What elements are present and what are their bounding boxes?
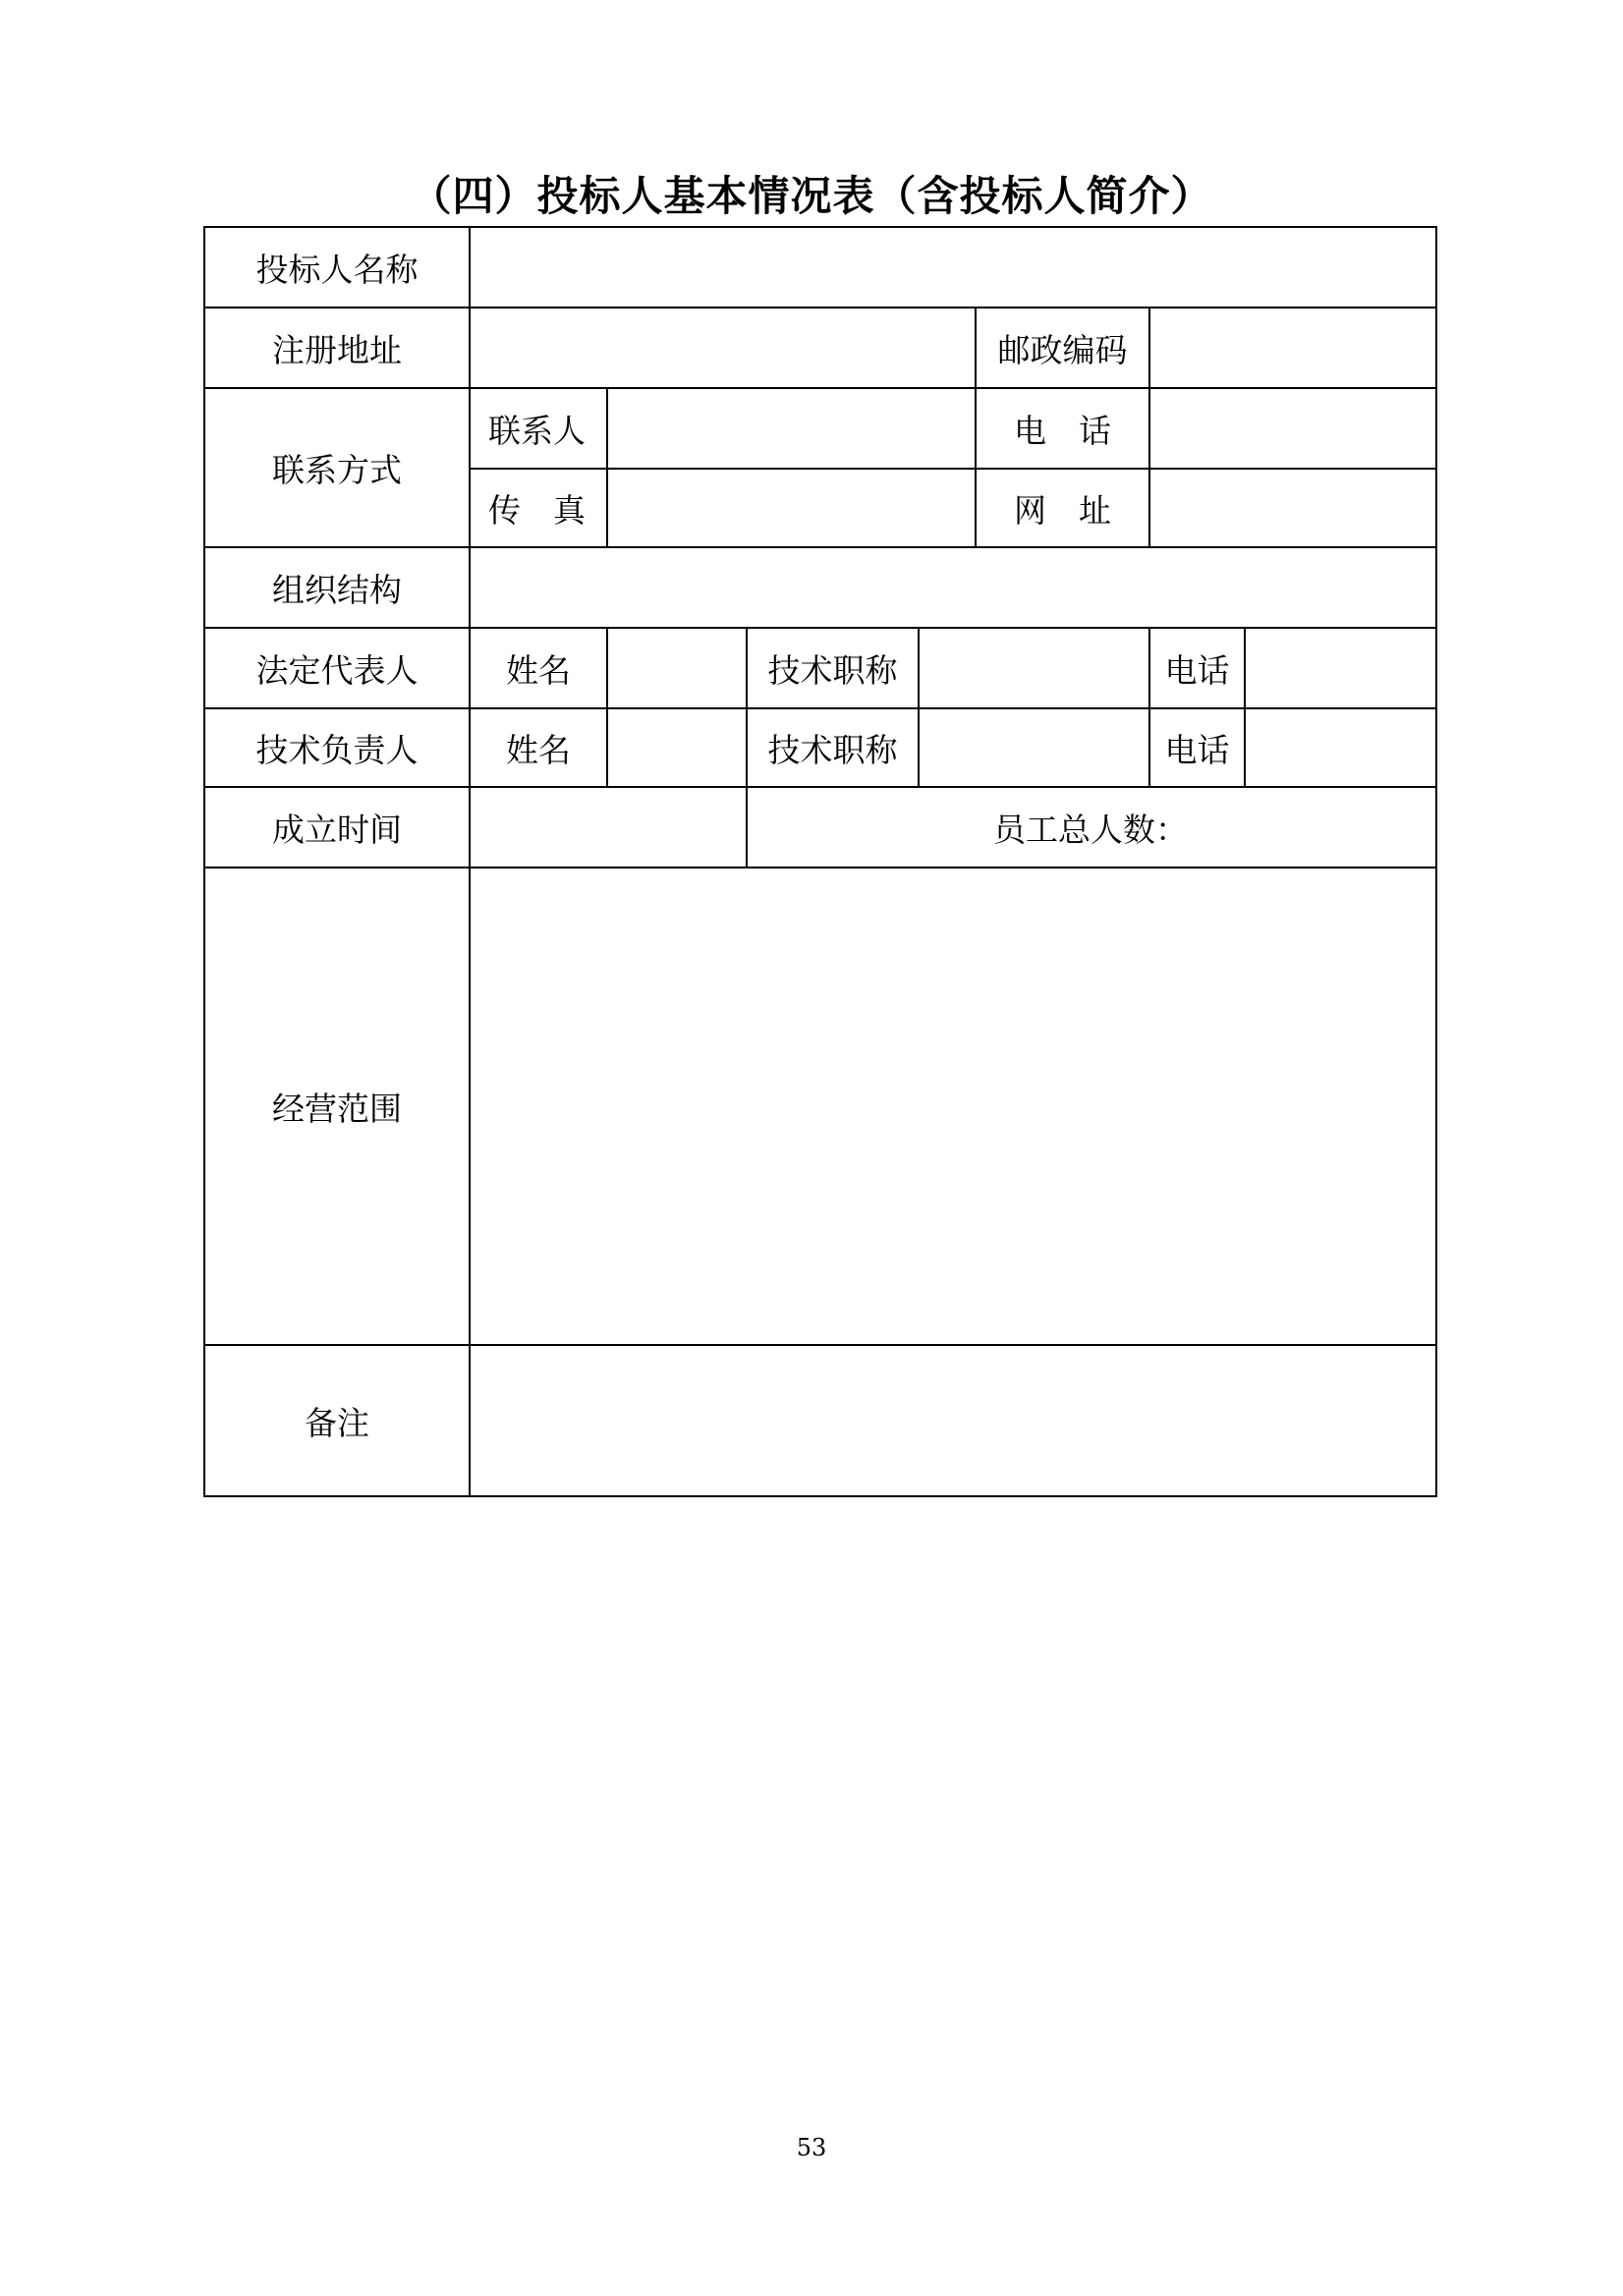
page-number: 53	[796, 2134, 827, 2161]
legal-rep-tech-title-field[interactable]	[919, 628, 1149, 708]
legal-rep-phone-label: 电话	[1149, 628, 1245, 708]
tech-lead-name-label: 姓名	[470, 708, 607, 787]
row-established	[204, 787, 1436, 868]
row-legal-rep	[204, 628, 1436, 708]
staff-count-label: 员工总人数：	[747, 787, 1436, 868]
legal-rep-tech-title-label: 技术职称	[747, 628, 919, 708]
row-bidder-name	[204, 227, 1436, 308]
registered-address-field[interactable]	[470, 308, 976, 388]
row-contact-1	[204, 388, 1436, 469]
row-remarks	[204, 1345, 1436, 1496]
tech-lead-label: 技术负责人	[204, 708, 470, 787]
established-field[interactable]	[470, 787, 747, 868]
legal-rep-label: 法定代表人	[204, 628, 470, 708]
legal-rep-name-field[interactable]	[607, 628, 747, 708]
phone-label: 电 话	[976, 388, 1149, 469]
remarks-label: 备注	[204, 1345, 470, 1496]
tech-lead-phone-field[interactable]	[1245, 708, 1436, 787]
legal-rep-phone-field[interactable]	[1245, 628, 1436, 708]
fax-field[interactable]	[607, 469, 976, 547]
contact-person-field[interactable]	[607, 388, 976, 469]
contact-person-label: 联系人	[470, 388, 607, 469]
bidder-info-table	[203, 226, 1437, 1497]
organization-label: 组织结构	[204, 547, 470, 628]
registered-address-label: 注册地址	[204, 308, 470, 388]
tech-lead-name-field[interactable]	[607, 708, 747, 787]
postal-code-field[interactable]	[1149, 308, 1436, 388]
bidder-name-field[interactable]	[470, 227, 1436, 308]
business-scope-label: 经营范围	[204, 868, 470, 1345]
business-scope-field[interactable]	[470, 868, 1436, 1345]
fax-label: 传 真	[470, 469, 607, 547]
organization-field[interactable]	[470, 547, 1436, 628]
website-field[interactable]	[1149, 469, 1436, 547]
tech-lead-tech-title-field[interactable]	[919, 708, 1149, 787]
row-tech-lead	[204, 708, 1436, 787]
tech-lead-tech-title-label: 技术职称	[747, 708, 919, 787]
remarks-field[interactable]	[470, 1345, 1436, 1496]
page-title: （四）投标人基本情况表（含投标人简介）	[410, 172, 1213, 220]
row-organization	[204, 547, 1436, 628]
established-label: 成立时间	[204, 787, 470, 868]
legal-rep-name-label: 姓名	[470, 628, 607, 708]
row-registered-address	[204, 308, 1436, 388]
row-business-scope	[204, 868, 1436, 1345]
website-label: 网 址	[976, 469, 1149, 547]
postal-code-label: 邮政编码	[976, 308, 1149, 388]
contact-method-label: 联系方式	[204, 388, 470, 547]
tech-lead-phone-label: 电话	[1149, 708, 1245, 787]
bidder-name-label: 投标人名称	[204, 227, 470, 308]
phone-field[interactable]	[1149, 388, 1436, 469]
